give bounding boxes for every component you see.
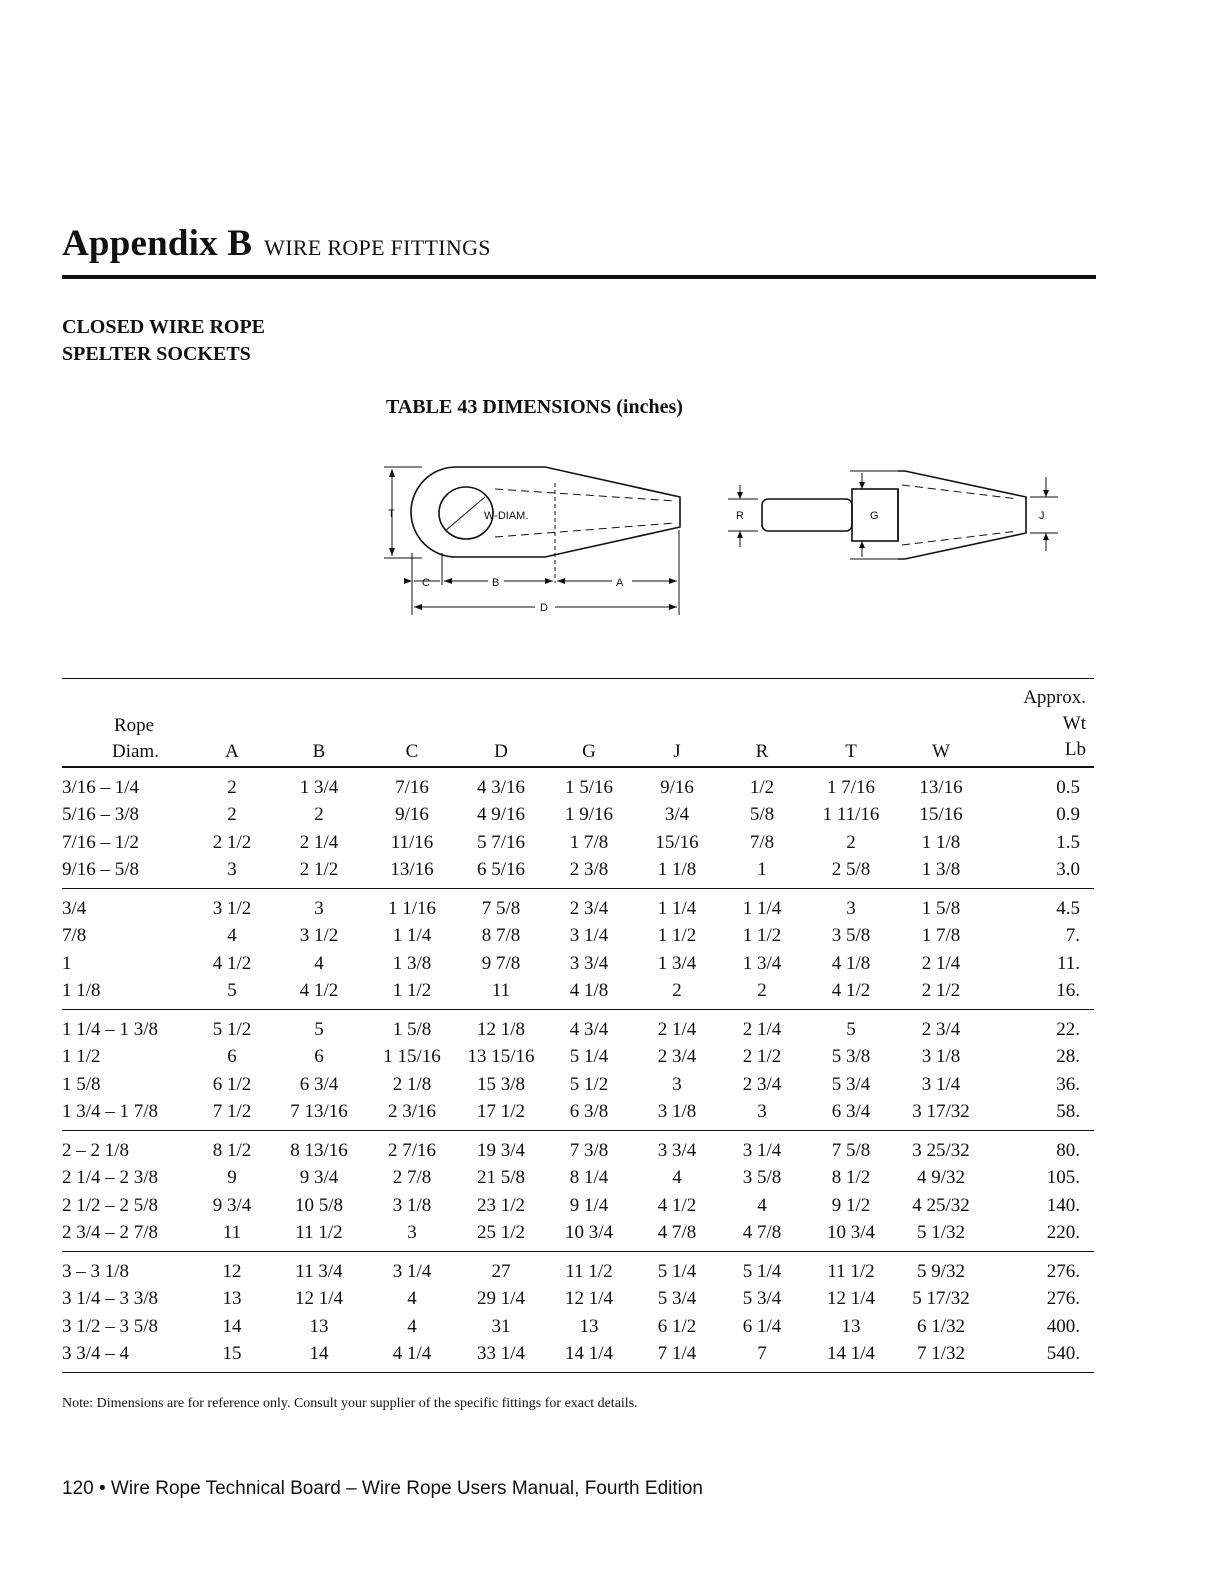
dimension-cell: 13/16 — [366, 857, 458, 889]
dimension-cell: 4 3/4 — [569, 1018, 609, 1040]
dimension-cell: 11 1/2 — [565, 1260, 613, 1282]
dimension-cell: 6 3/4 — [299, 1073, 339, 1095]
table-caption: TABLE 43 DIMENSIONS (inches) — [386, 396, 683, 418]
dimension-cell: 15 3/8 — [476, 1073, 526, 1095]
rope-diam-cell: 1 — [62, 952, 72, 974]
table-row — [62, 978, 1094, 1010]
dimension-cell: 12 1/4 — [294, 1288, 344, 1310]
dimension-cell: 9 3/4 — [299, 1167, 339, 1189]
rope-diam-cell: 9/16 – 5/8 — [62, 857, 192, 889]
table-row — [62, 950, 1094, 978]
dimension-cell: 4 7/8 — [720, 1220, 804, 1252]
dimension-cell: 6 — [227, 1046, 237, 1068]
dimension-cell: 12 1/4 — [564, 1288, 614, 1310]
dimension-cell: 2 3/16 — [366, 1099, 458, 1131]
dimension-cell: 33 1/4 — [458, 1341, 544, 1373]
weight-cell: 7. — [1065, 925, 1080, 947]
dimension-cell: 1 9/16 — [564, 804, 614, 826]
weight-cell: 276. — [1046, 1260, 1080, 1282]
header-a: A — [192, 737, 272, 767]
dimension-cell: 5 — [314, 1018, 324, 1040]
header-diam: Diam. — [62, 737, 192, 767]
rope-diam-cell: 1 3/4 – 1 7/8 — [62, 1099, 192, 1131]
dimension-cell: 2 1/8 — [392, 1073, 432, 1095]
rope-diam-cell: 2 – 2 1/8 — [62, 1139, 130, 1161]
rope-diam-cell: 3/4 — [62, 897, 87, 919]
table-row — [62, 1192, 1094, 1220]
table-row — [62, 802, 1094, 830]
dimension-cell: 5/8 — [749, 804, 775, 826]
appendix-title: Appendix B — [62, 223, 253, 264]
dimension-cell: 7 — [720, 1341, 804, 1373]
dimension-cell: 7 13/16 — [272, 1099, 366, 1131]
dimension-cell: 5 1/2 — [569, 1073, 609, 1095]
dimension-cell: 13 — [579, 1315, 599, 1337]
table-row — [62, 857, 1094, 889]
rope-diam-cell: 2 1/4 – 2 3/8 — [62, 1167, 159, 1189]
table-row — [62, 767, 1094, 802]
dimension-cell: 3 3/4 — [657, 1139, 697, 1161]
dimension-cell: 11 — [192, 1220, 272, 1252]
weight-cell: 220. — [984, 1220, 1094, 1252]
dimension-cell: 2 — [634, 978, 720, 1010]
dimension-cell: 5 3/4 — [742, 1288, 782, 1310]
dimension-cell: 7 1/4 — [634, 1341, 720, 1373]
dimension-cell: 7/8 — [749, 831, 775, 853]
dimension-cell: 3 3/4 — [569, 952, 609, 974]
dimension-cell: 4 25/32 — [912, 1194, 970, 1216]
dimension-cell: 10 3/4 — [544, 1220, 634, 1252]
rope-diam-cell: 1 1/8 — [62, 978, 192, 1010]
dimension-cell: 29 1/4 — [476, 1288, 526, 1310]
dimension-cell: 4 — [227, 925, 237, 947]
dimension-cell: 12 — [222, 1260, 242, 1282]
dimension-cell: 7 3/8 — [569, 1139, 609, 1161]
dimension-cell: 2 3/4 — [569, 897, 609, 919]
dimension-cell: 11 1/2 — [272, 1220, 366, 1252]
dimension-cell: 4 1/4 — [366, 1341, 458, 1373]
dimension-cell: 1 11/16 — [822, 804, 880, 826]
side-view-drawing — [384, 467, 680, 615]
table-body — [62, 767, 1094, 1373]
dimension-cell: 6 — [314, 1046, 324, 1068]
rope-diam-cell: 1 1/4 – 1 3/8 — [62, 1018, 159, 1040]
dimension-cell: 9 1/4 — [569, 1194, 609, 1216]
dimension-cell: 3 25/32 — [912, 1139, 970, 1161]
dimension-cell: 3 17/32 — [898, 1099, 984, 1131]
dimension-cell: 1 15/16 — [383, 1046, 441, 1068]
dimension-cell: 14 1/4 — [544, 1341, 634, 1373]
header-wt: Wt — [1062, 713, 1086, 734]
dimension-cell: 6 1/4 — [742, 1315, 782, 1337]
dimension-cell: 11/16 — [390, 831, 434, 853]
weight-cell: 0.9 — [1056, 804, 1080, 826]
dimension-cell: 4 1/8 — [831, 952, 871, 974]
dimension-cell: 6 1/32 — [916, 1315, 966, 1337]
dimension-cell: 15/16 — [655, 831, 699, 853]
dimension-cell: 3 — [192, 857, 272, 889]
dimension-cell: 14 1/4 — [804, 1341, 898, 1373]
dimension-cell: 13 15/16 — [467, 1046, 535, 1068]
table-row — [62, 923, 1094, 951]
dimension-cell: 1 1/2 — [657, 925, 697, 947]
dimension-cell: 2 — [227, 804, 237, 826]
weight-cell: 276. — [1046, 1288, 1080, 1310]
dimension-cell: 1 7/16 — [826, 776, 876, 798]
dimension-cell: 3 — [366, 1220, 458, 1252]
dimension-cell: 1 3/4 — [657, 952, 697, 974]
dimension-cell: 2 — [314, 804, 324, 826]
header-rule — [62, 275, 1096, 279]
dimension-cell: 9 1/2 — [831, 1194, 871, 1216]
dimension-cell: 3 1/2 — [212, 897, 252, 919]
weight-cell: 36. — [1056, 1073, 1080, 1095]
table-note: Note: Dimensions are for reference only. Consult your supplier of the specific fittings for exact details. — [62, 1396, 638, 1411]
dimension-cell: 1 5/8 — [921, 897, 961, 919]
dimension-cell: 4 1/2 — [657, 1194, 697, 1216]
dimension-cell: 2 — [227, 776, 237, 798]
dimension-cell: 5 — [846, 1018, 856, 1040]
dimension-cell: 4 — [407, 1315, 417, 1337]
dimension-cell: 3 1/8 — [921, 1046, 961, 1068]
label-b: B — [492, 577, 500, 589]
rope-diam-cell: 3 – 3 1/8 — [62, 1260, 130, 1282]
dimension-cell: 3 1/8 — [392, 1194, 432, 1216]
dimension-cell: 14 — [222, 1315, 242, 1337]
dimension-cell: 1 7/8 — [569, 831, 609, 853]
table-row — [62, 1099, 1094, 1131]
header-d: D — [458, 737, 544, 767]
rope-diam-cell: 3 1/4 – 3 3/8 — [62, 1288, 159, 1310]
table-row — [62, 1165, 1094, 1193]
dimension-cell: 5 3/4 — [831, 1073, 871, 1095]
dimension-cell: 1 3/4 — [299, 776, 339, 798]
dimension-cell: 6 5/16 — [458, 857, 544, 889]
weight-cell: 4.5 — [1056, 897, 1080, 919]
label-w-diam: W-DIAM. — [484, 510, 529, 522]
dimension-cell: 5 — [192, 978, 272, 1010]
dimension-cell: 2 3/4 — [742, 1073, 782, 1095]
dimension-cell: 11 3/4 — [295, 1260, 343, 1282]
dimension-cell: 4 1/2 — [272, 978, 366, 1010]
table-row — [62, 1252, 1094, 1286]
dimension-cell: 4 — [407, 1288, 417, 1310]
dimension-cell: 3 1/4 — [921, 1073, 961, 1095]
section-title-line-1: CLOSED WIRE ROPE — [62, 316, 266, 338]
dimension-cell: 4 — [757, 1194, 767, 1216]
label-r: R — [736, 510, 744, 522]
dimension-cell: 9 3/4 — [212, 1194, 252, 1216]
dimension-cell: 5 1/4 — [742, 1260, 782, 1282]
table-row — [62, 889, 1094, 923]
dimension-cell: 7 1/2 — [192, 1099, 272, 1131]
dimension-cell: 8 1/2 — [212, 1139, 252, 1161]
dimension-cell: 3 — [846, 897, 856, 919]
weight-cell: 16. — [984, 978, 1094, 1010]
dimension-cell: 4 9/32 — [916, 1167, 966, 1189]
dimension-cell: 2 1/2 — [742, 1046, 782, 1068]
spelter-socket-diagram — [370, 455, 1070, 625]
dimension-cell: 12 1/8 — [476, 1018, 526, 1040]
dimension-cell: 1 1/4 — [657, 897, 697, 919]
dimension-cell: 3 5/8 — [831, 925, 871, 947]
dimension-cell: 13/16 — [919, 776, 963, 798]
label-a: A — [616, 577, 624, 589]
dimension-cell: 4 7/8 — [634, 1220, 720, 1252]
dimension-cell: 3 — [314, 897, 324, 919]
dimension-cell: 7 5/8 — [481, 897, 521, 919]
dimension-cell: 2 5/8 — [804, 857, 898, 889]
dimension-cell: 5 1/32 — [898, 1220, 984, 1252]
dimension-cell: 14 — [272, 1341, 366, 1373]
weight-cell: 22. — [1056, 1018, 1080, 1040]
dimension-cell: 3/4 — [664, 804, 690, 826]
header-rope: Rope — [114, 715, 155, 736]
dimension-cell: 4 1/2 — [804, 978, 898, 1010]
label-t: T — [388, 508, 395, 520]
dimension-cell: 1 3/8 — [392, 952, 432, 974]
dimension-cell: 1 1/2 — [742, 925, 782, 947]
dimension-cell: 3 — [720, 1099, 804, 1131]
dimension-cell: 8 7/8 — [481, 925, 521, 947]
table-row — [62, 829, 1094, 857]
weight-cell: 58. — [984, 1099, 1094, 1131]
header-r: R — [720, 737, 804, 767]
dimension-cell: 17 1/2 — [458, 1099, 544, 1131]
appendix-subtitle: WIRE ROPE FITTINGS — [264, 235, 491, 260]
dimension-cell: 21 5/8 — [476, 1167, 526, 1189]
weight-cell: 0.5 — [1056, 776, 1080, 798]
page-footer: 120 • Wire Rope Technical Board – Wire Rope Users Manual, Fourth Edition — [62, 1478, 703, 1499]
dimension-cell: 5 9/32 — [916, 1260, 966, 1282]
label-c: C — [422, 577, 430, 589]
dimension-cell: 2 1/4 — [742, 1018, 782, 1040]
weight-cell: 400. — [1046, 1315, 1080, 1337]
dimension-cell: 5 3/4 — [657, 1288, 697, 1310]
dimension-cell: 19 3/4 — [476, 1139, 526, 1161]
dimension-cell: 1 1/8 — [921, 831, 961, 853]
header-c: C — [366, 737, 458, 767]
dimension-cell: 2 — [846, 831, 856, 853]
rope-diam-cell: 2 3/4 – 2 7/8 — [62, 1220, 192, 1252]
dimension-cell: 31 — [491, 1315, 511, 1337]
dimension-cell: 2 — [720, 978, 804, 1010]
rope-diam-cell: 2 1/2 – 2 5/8 — [62, 1194, 159, 1216]
dimension-cell: 13 — [309, 1315, 329, 1337]
weight-cell: 80. — [1056, 1139, 1080, 1161]
section-title-line-2: SPELTER SOCKETS — [62, 343, 251, 365]
weight-cell: 1.5 — [1056, 831, 1080, 853]
dimension-cell: 8 1/4 — [569, 1167, 609, 1189]
dimension-cell: 4 9/16 — [476, 804, 526, 826]
section-title — [62, 314, 265, 368]
dimension-cell: 1 1/16 — [387, 897, 437, 919]
dimension-cell: 7 1/32 — [898, 1341, 984, 1373]
label-j: J — [1039, 510, 1045, 522]
table-row — [62, 1220, 1094, 1252]
dimension-cell: 6 1/2 — [657, 1315, 697, 1337]
rope-diam-cell: 1 1/2 — [62, 1046, 101, 1068]
dimension-cell: 6 1/2 — [212, 1073, 252, 1095]
dimensions-table — [62, 678, 1094, 1373]
dimension-cell: 2 1/2 — [898, 978, 984, 1010]
header-w: W — [898, 737, 984, 767]
dimension-cell: 9/16 — [395, 804, 429, 826]
dimension-cell: 5 3/8 — [831, 1046, 871, 1068]
dimension-cell: 11 — [458, 978, 544, 1010]
rope-diam-cell: 7/8 — [62, 925, 87, 947]
dimension-cell: 1 7/8 — [921, 925, 961, 947]
dimension-cell: 12 1/4 — [826, 1288, 876, 1310]
dimension-cell: 9 7/8 — [481, 952, 521, 974]
dimension-cell: 3 1/4 — [742, 1139, 782, 1161]
dimension-cell: 1 1/4 — [392, 925, 432, 947]
dimension-cell: 2 7/8 — [392, 1167, 432, 1189]
dimension-cell: 2 3/4 — [921, 1018, 961, 1040]
dimension-cell: 11 1/2 — [827, 1260, 875, 1282]
weight-cell: 105. — [1046, 1167, 1080, 1189]
label-g: G — [870, 510, 879, 522]
page-header — [62, 222, 1096, 265]
table-row — [62, 1010, 1094, 1044]
dimension-cell: 1 — [720, 857, 804, 889]
header-j: J — [634, 737, 720, 767]
dimension-cell: 8 13/16 — [290, 1139, 348, 1161]
dimension-cell: 5 1/4 — [657, 1260, 697, 1282]
dimension-cell: 2 1/2 — [212, 831, 252, 853]
dimension-cell: 2 7/16 — [387, 1139, 437, 1161]
table-row — [62, 1044, 1094, 1072]
dimension-cell: 1/2 — [749, 776, 775, 798]
dimension-cell: 23 1/2 — [476, 1194, 526, 1216]
dimension-cell: 2 1/4 — [299, 831, 339, 853]
dimension-cell: 7 5/8 — [831, 1139, 871, 1161]
dimension-cell: 25 1/2 — [458, 1220, 544, 1252]
table-row — [62, 1341, 1094, 1373]
dimension-cell: 1 1/4 — [742, 897, 782, 919]
dimension-cell: 2 3/8 — [544, 857, 634, 889]
dimension-cell: 6 3/8 — [544, 1099, 634, 1131]
dimension-cell: 8 1/2 — [831, 1167, 871, 1189]
dimension-cell: 3 1/4 — [569, 925, 609, 947]
weight-cell: 140. — [1046, 1194, 1080, 1216]
table-row — [62, 1313, 1094, 1341]
dimension-cell: 1 1/8 — [634, 857, 720, 889]
dimension-cell: 3 1/4 — [392, 1260, 432, 1282]
dimension-cell: 7/16 — [395, 776, 429, 798]
dimension-cell: 2 3/4 — [657, 1046, 697, 1068]
dimension-cell: 2 1/4 — [921, 952, 961, 974]
dimension-cell: 1 3/8 — [898, 857, 984, 889]
dimension-cell: 6 3/4 — [804, 1099, 898, 1131]
label-d: D — [540, 602, 548, 614]
dimension-cell: 5 17/32 — [912, 1288, 970, 1310]
weight-cell: 3.0 — [984, 857, 1094, 889]
rope-diam-cell: 7/16 – 1/2 — [62, 831, 140, 853]
dimension-cell: 10 5/8 — [294, 1194, 344, 1216]
dimension-cell: 3 5/8 — [742, 1167, 782, 1189]
dimension-cell: 3 — [672, 1073, 682, 1095]
dimension-cell: 4 3/16 — [476, 776, 526, 798]
dimension-cell: 1 1/2 — [366, 978, 458, 1010]
header-t: T — [804, 737, 898, 767]
rope-diam-cell: 3/16 – 1/4 — [62, 776, 140, 798]
dimension-cell: 2 1/4 — [657, 1018, 697, 1040]
weight-cell: 28. — [1056, 1046, 1080, 1068]
dimension-cell: 4 — [672, 1167, 682, 1189]
dimension-cell: 3 1/2 — [299, 925, 339, 947]
dimension-cell: 1 5/8 — [392, 1018, 432, 1040]
dimension-cell: 5 7/16 — [476, 831, 526, 853]
dimension-cell: 3 1/8 — [634, 1099, 720, 1131]
dimension-cell: 4 1/8 — [544, 978, 634, 1010]
rope-diam-cell: 3 1/2 – 3 5/8 — [62, 1315, 159, 1337]
table-row — [62, 1071, 1094, 1099]
rope-diam-cell: 3 3/4 – 4 — [62, 1341, 192, 1373]
rope-diam-cell: 1 5/8 — [62, 1073, 101, 1095]
dimension-cell: 1 5/16 — [564, 776, 614, 798]
header-approx: Approx. — [984, 679, 1094, 712]
dimension-cell: 9 — [227, 1167, 237, 1189]
dimension-cell: 1 3/4 — [742, 952, 782, 974]
header-lb: Lb — [984, 737, 1094, 767]
rope-diam-cell: 5/16 – 3/8 — [62, 804, 140, 826]
dimension-cell: 10 3/4 — [804, 1220, 898, 1252]
dimension-cell: 13 — [222, 1288, 242, 1310]
dimension-cell: 15 — [192, 1341, 272, 1373]
dimension-cell: 13 — [841, 1315, 861, 1337]
header-b: B — [272, 737, 366, 767]
dimension-cell: 27 — [491, 1260, 511, 1282]
front-view-drawing — [728, 471, 1058, 559]
dimension-cell: 9/16 — [660, 776, 694, 798]
table-row — [62, 1286, 1094, 1314]
dimension-cell: 15/16 — [919, 804, 963, 826]
table-row — [62, 1131, 1094, 1165]
dimension-cell: 2 1/2 — [272, 857, 366, 889]
dimension-cell: 4 1/2 — [212, 952, 252, 974]
weight-cell: 11. — [1056, 952, 1080, 974]
header-g: G — [544, 737, 634, 767]
dimension-cell: 5 1/4 — [569, 1046, 609, 1068]
dimension-cell: 4 — [314, 952, 324, 974]
weight-cell: 540. — [984, 1341, 1094, 1373]
dimension-cell: 5 1/2 — [212, 1018, 252, 1040]
